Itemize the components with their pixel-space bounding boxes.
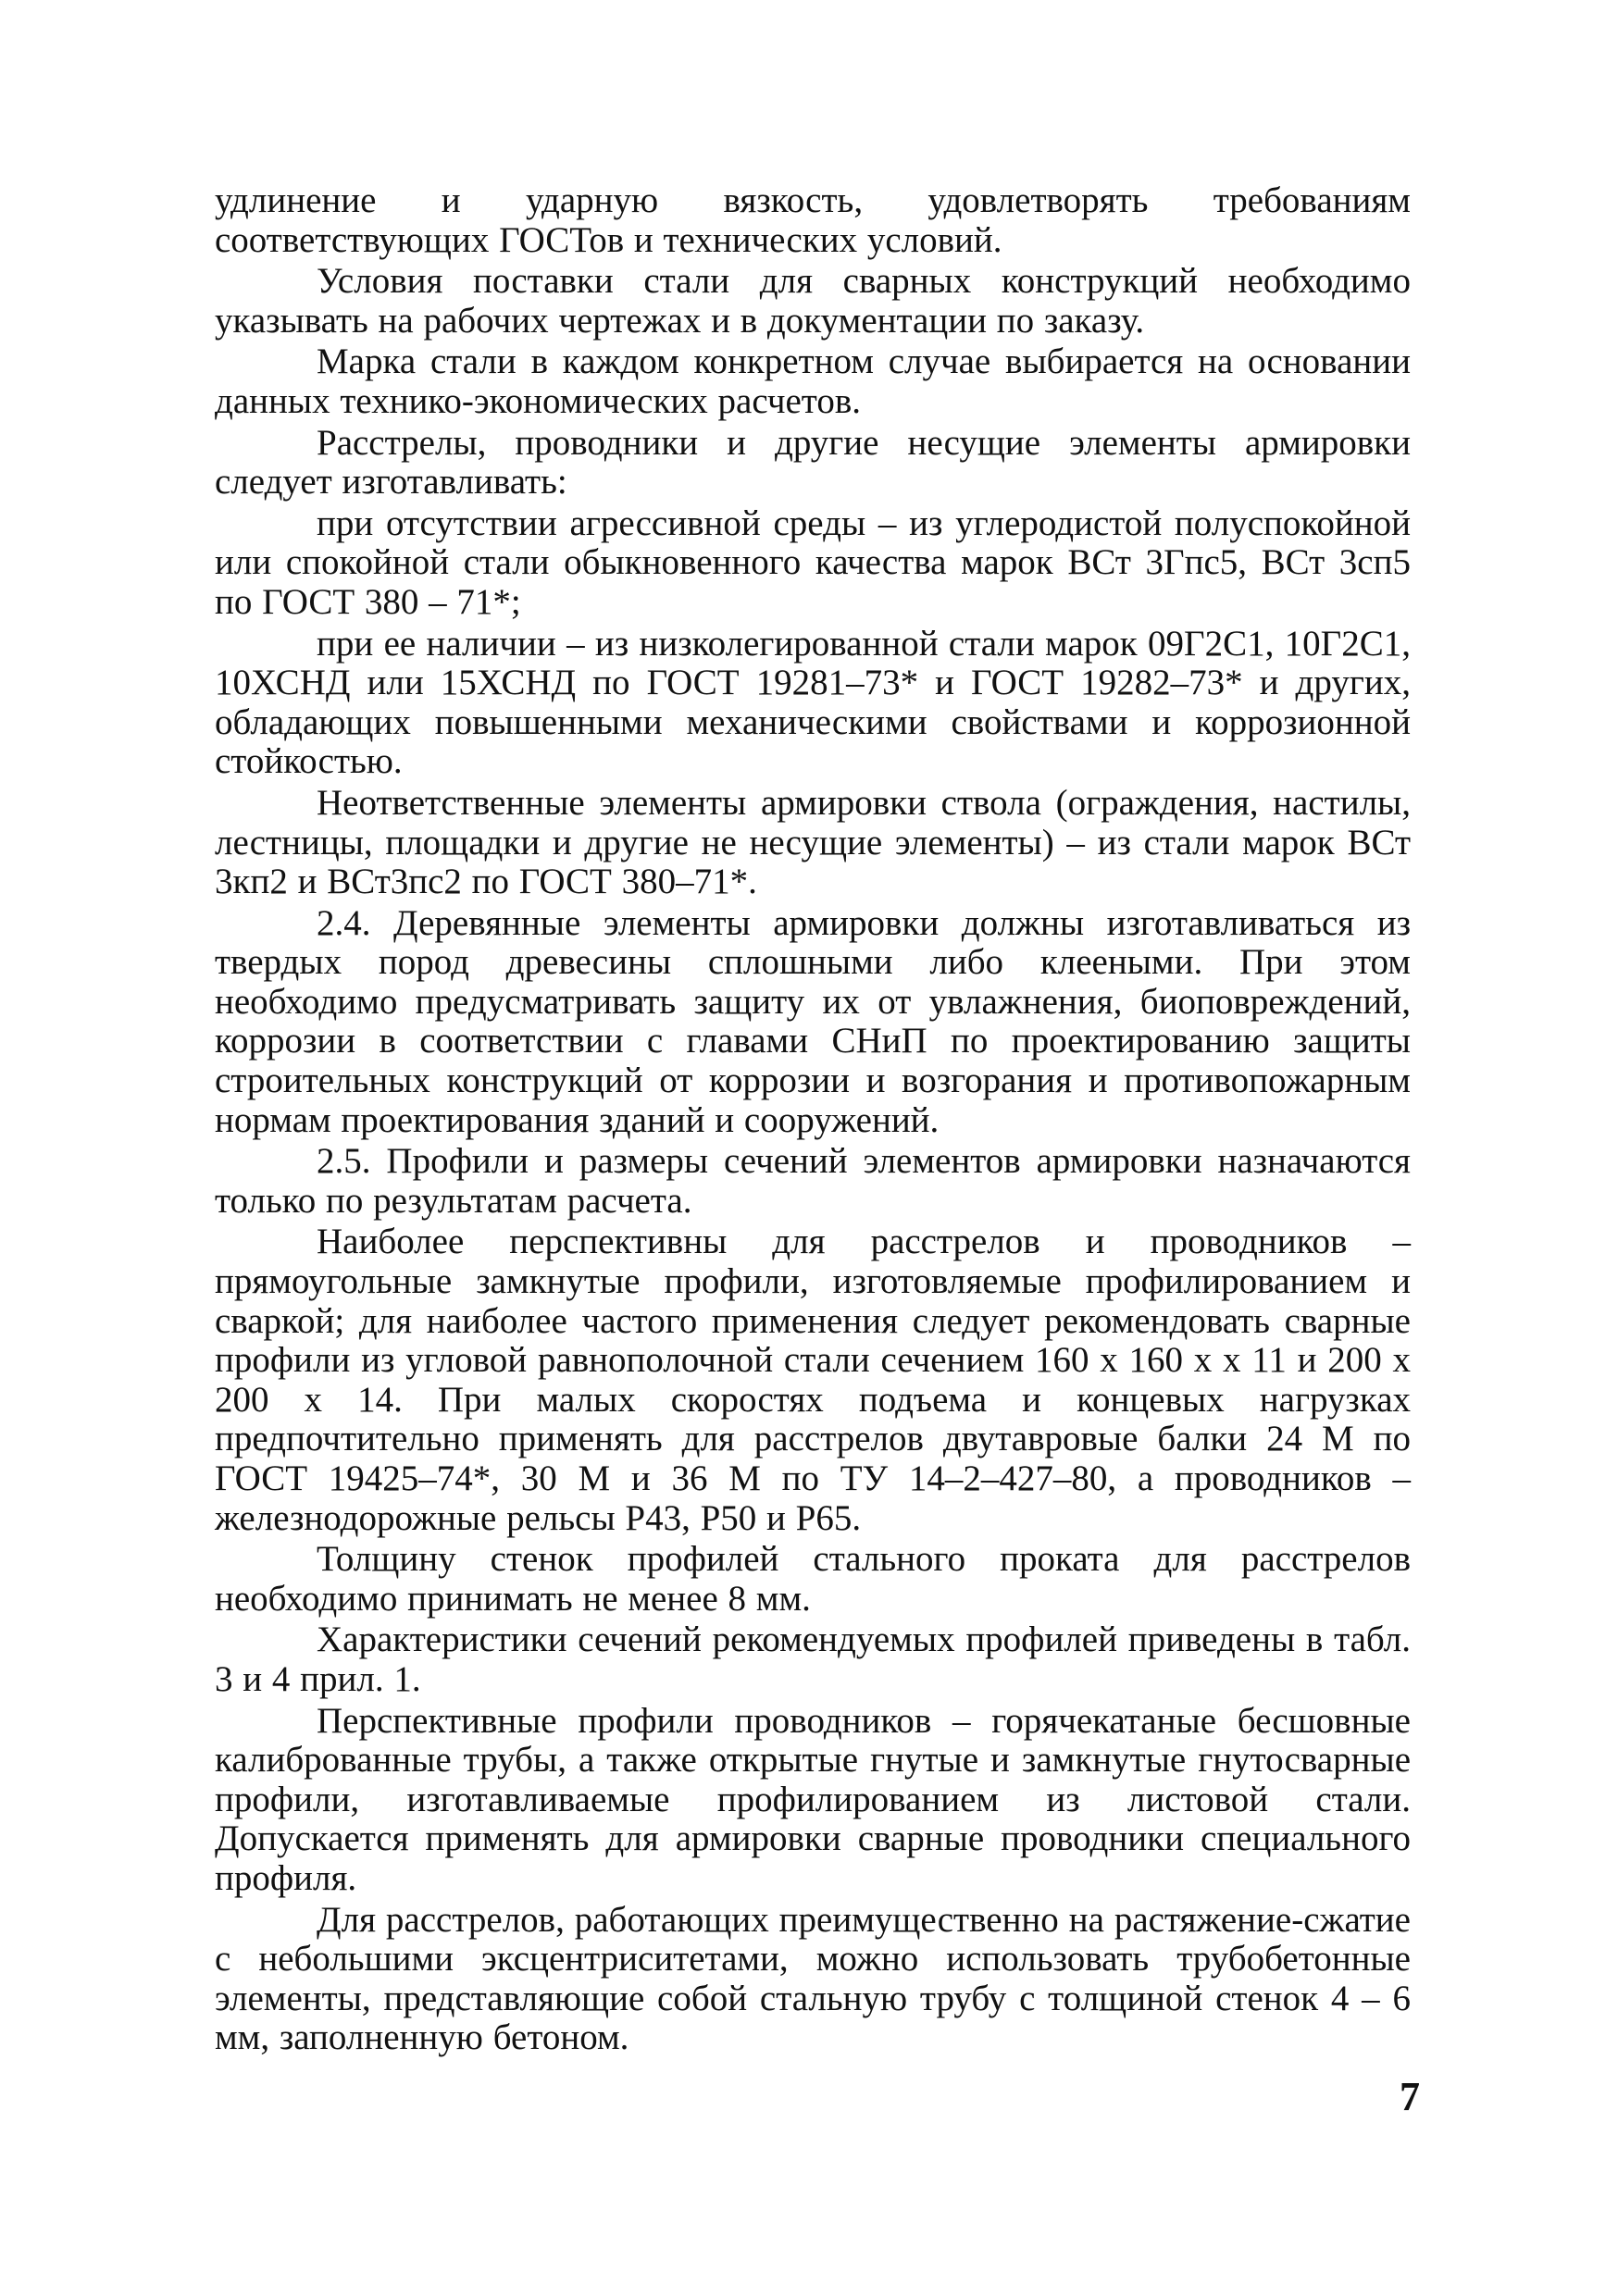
paragraph-continuation: удлинение и ударную вязкость, удовлетворять требованиям соответствующих ГОСТов и технических условий. <box>215 180 1411 260</box>
document-body <box>215 181 1411 2060</box>
paragraph-section-2-4: 2.4. Деревянные элементы армировки должны изготавливаться из твердых пород древесины сплошными либо клееными. При этом необходимо предусматривать защиту их от увлажнения, биоповреждений, коррозии в соответствии с главами СНиП по проектированию защиты строительных конструкций от коррозии и возгорания и противопожарным нормам проектирования зданий и сооружений. <box>215 902 1411 1140</box>
paragraph-perspective-profiles: Наиболее перспективны для расстрелов и проводников – прямоугольные замкнутые профили, изготовляемые профилированием и сваркой; для наиболее частого применения следует рекомендовать сварные профили из угловой равнополочной стали сечением 160 х 160 х х 11 и 200 х 200 х 14. При малых скоростях подъема и концевых нагрузках предпочтительно применять для расстрелов двутавровые балки 24 М по ГОСТ 19425–74*, 30 М и 36 М по ТУ 14–2–427–80, а проводников – железнодорожные рельсы Р43, Р50 и Р65. <box>215 1222 1411 1538</box>
paragraph-wall-thickness: Толщину стенок профилей стального проката для расстрелов необходимо принимать не менее 8 мм. <box>215 1539 1411 1619</box>
paragraph-guide-profiles: Перспективные профили проводников – горячекатаные бесшовные калиброванные трубы, а также открытые гнутые и замкнутые гнутосварные профили, изготавливаемые профилированием из листовой стали. Допускается применять для армировки сварные проводники специального профиля. <box>215 1700 1411 1898</box>
paragraph-section-2-5: 2.5. Профили и размеры сечений элементов армировки назначаются только по результатам расчета. <box>215 1141 1411 1221</box>
paragraph-steel-grade-selection: Марка стали в каждом конкретном случае выбирается на основании данных технико-экономических расчетов. <box>215 341 1411 421</box>
paragraph-pipe-concrete-elements: Для расстрелов, работающих преимущественно на растяжение-сжатие с небольшими эксцентриситетами, можно использовать трубобетонные элементы, представляющие собой стальную трубу с толщиной стенок 4 – 6 мм, заполненную бетоном. <box>215 1899 1411 2058</box>
paragraph-non-aggressive-environment: при отсутствии агрессивной среды – из углеродистой полуспокойной или спокойной стали обыкновенного качества марок ВСт 3Гпс5, ВСт 3сп5 по ГОСТ 380 – 71*; <box>215 503 1411 622</box>
paragraph-delivery-conditions: Условия поставки стали для сварных конструкций необходимо указывать на рабочих чертежах и в документации по заказу. <box>215 261 1411 341</box>
paragraph-aggressive-environment: при ее наличии – из низколегированной стали марок 09Г2С1, 10Г2С1, 10ХСНД или 15ХСНД по ГОСТ 19281–73* и ГОСТ 19282–73* и других, обладающих повышенными механическими свойствами и коррозионной стойкостью. <box>215 623 1411 782</box>
page-number: 7 <box>1400 2074 1420 2119</box>
paragraph-non-critical-elements: Неответственные элементы армировки ствола (ограждения, настилы, лестницы, площадки и другие не несущие элементы) – из стали марок ВСт 3кп2 и ВСт3пс2 по ГОСТ 380–71*. <box>215 782 1411 902</box>
paragraph-bearing-elements: Расстрелы, проводники и другие несущие элементы армировки следует изготавливать: <box>215 422 1411 503</box>
paragraph-section-characteristics: Характеристики сечений рекомендуемых профилей приведены в табл. 3 и 4 прил. 1. <box>215 1620 1411 1699</box>
